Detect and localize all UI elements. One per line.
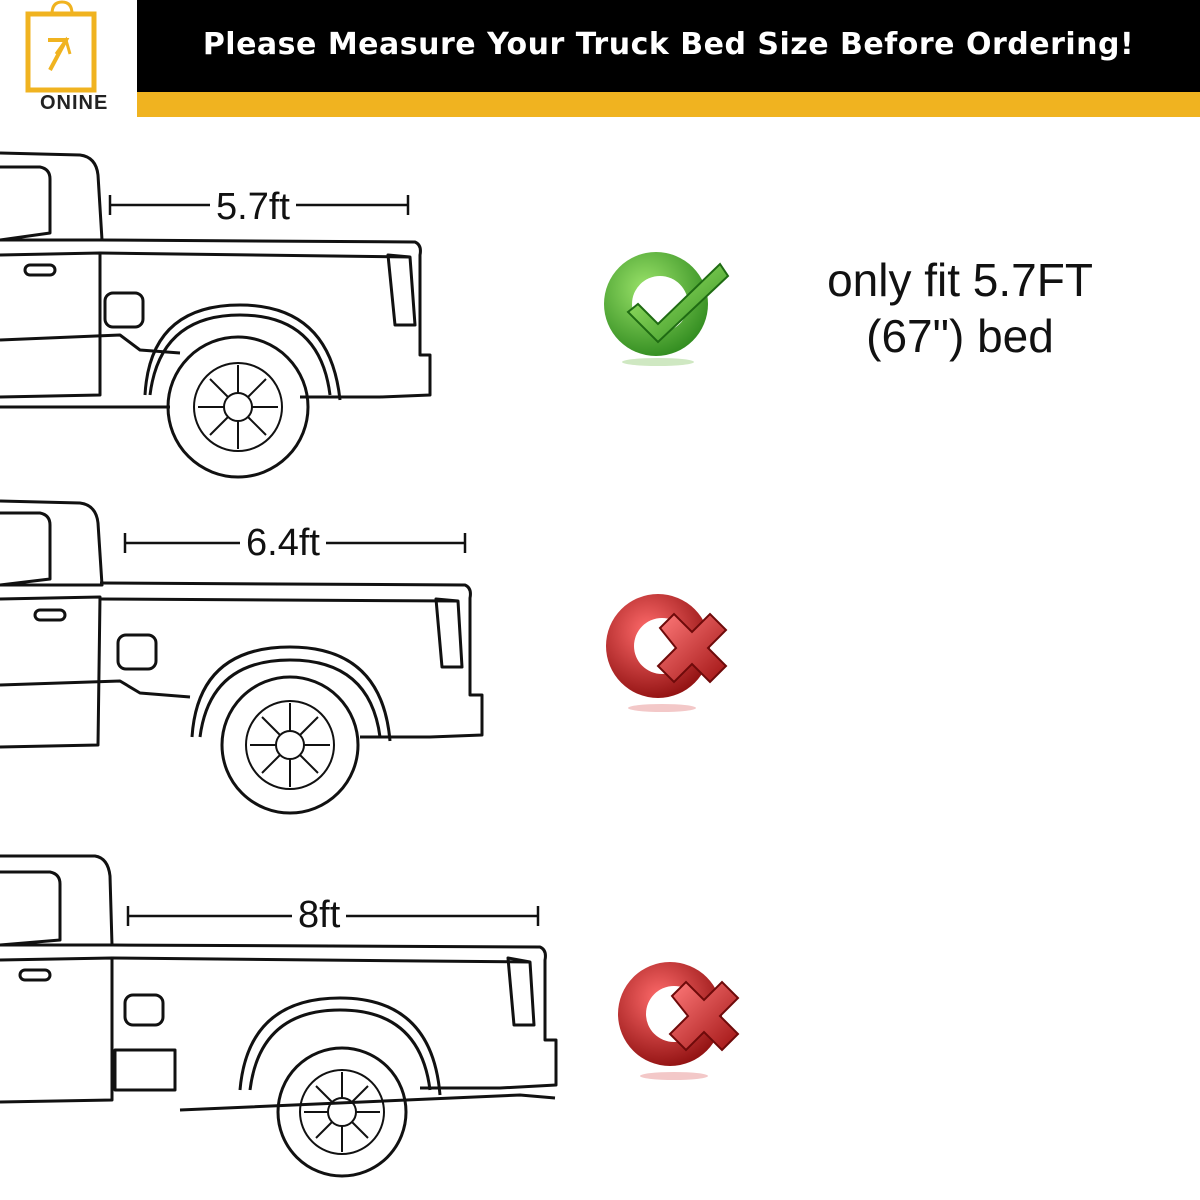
bed-size-label-1: 5.7ft xyxy=(210,186,296,229)
truck-illustration-long-bed xyxy=(0,850,570,1195)
header-banner xyxy=(137,0,1200,92)
brand-logo xyxy=(0,0,137,117)
fit-note-line1: only fit 5.7FT xyxy=(827,254,1093,306)
page-title: Please Measure Your Truck Bed Size Before Ordering! xyxy=(202,26,1135,62)
fit-note xyxy=(790,252,1130,364)
green-check-icon xyxy=(598,250,734,370)
bed-size-label-3: 8ft xyxy=(292,894,346,937)
accent-bar xyxy=(137,92,1200,117)
bed-size-label-2: 6.4ft xyxy=(240,522,326,565)
red-x-icon xyxy=(612,958,748,1083)
red-x-icon xyxy=(600,590,736,715)
fit-note-line2: (67") bed xyxy=(866,310,1054,362)
brand-name: ONINE xyxy=(40,92,109,114)
